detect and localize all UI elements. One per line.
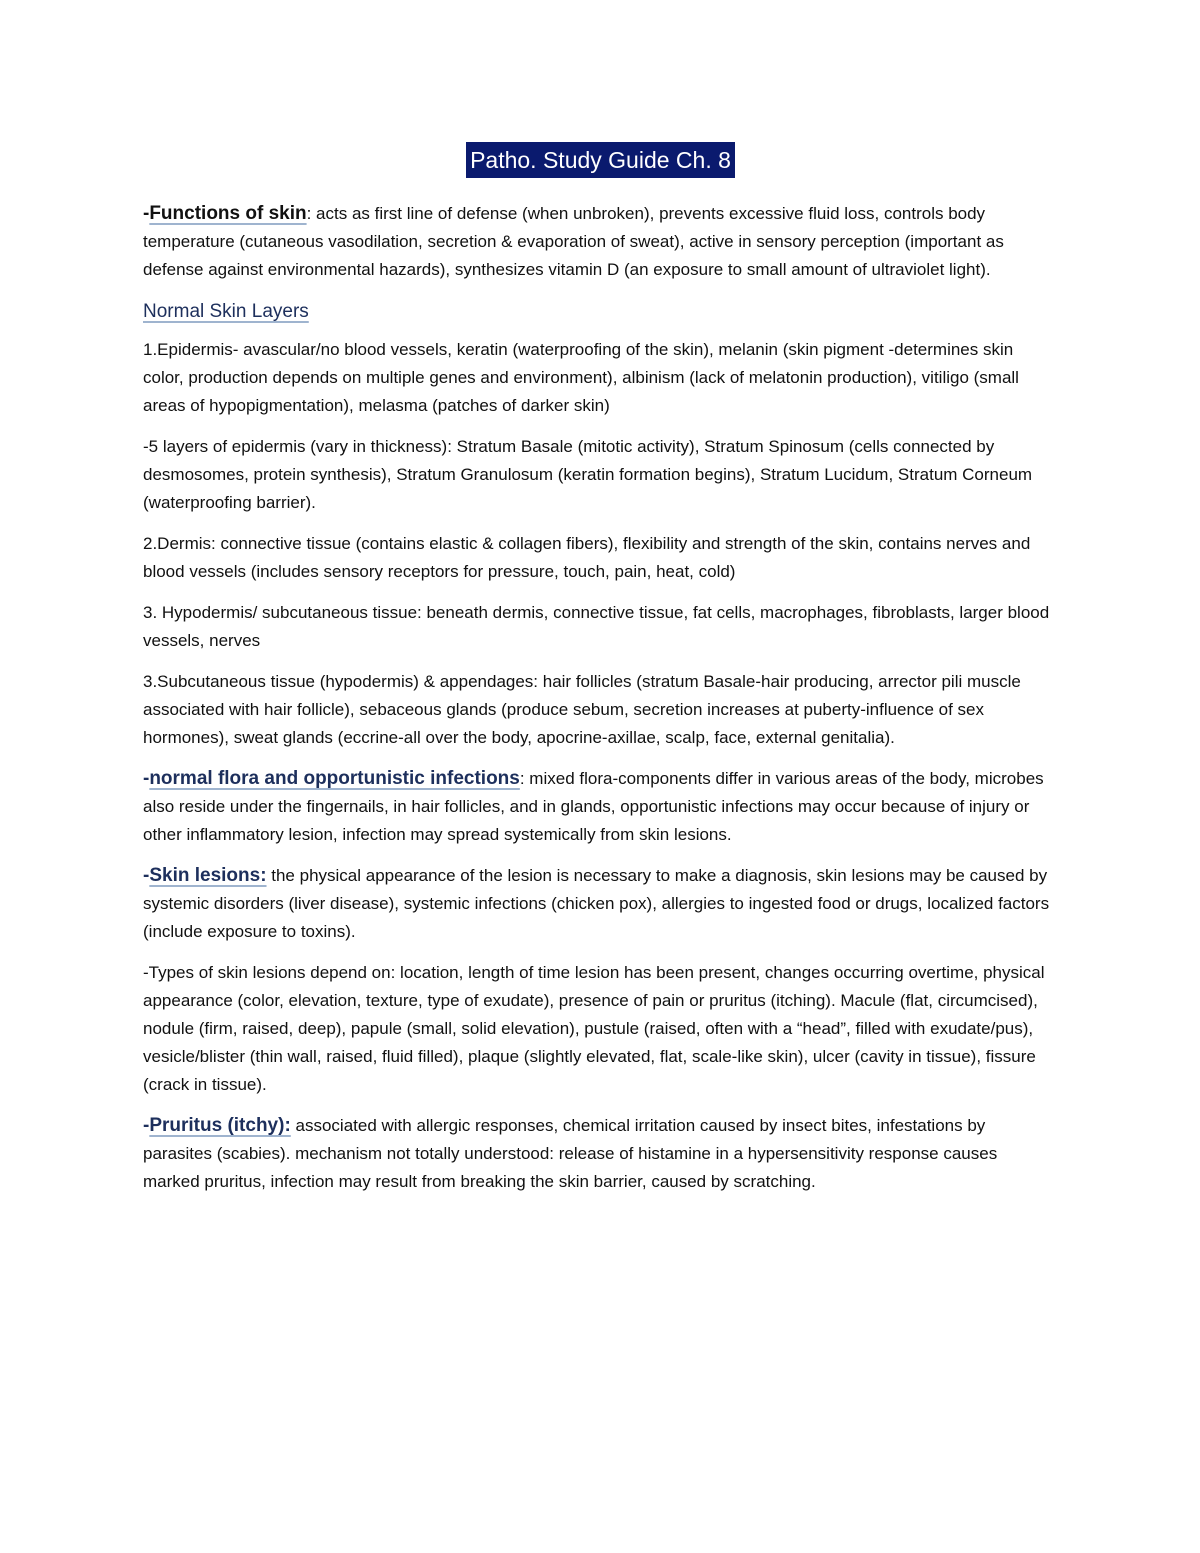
pruritus-label: Pruritus (itchy): [149, 1115, 291, 1136]
functions-paragraph [143, 200, 1058, 284]
functions-label: Functions of skin [149, 203, 307, 224]
flora-prefix: - [143, 768, 150, 789]
layers-heading: Normal Skin Layers [143, 301, 309, 322]
subcutaneous-paragraph: 3.Subcutaneous tissue (hypodermis) & appendages: hair follicles (stratum Basale-hair producing, arrector pili muscle associated with hair follicle), sebaceous glands (produce sebum, secretion increases at puberty-influence of sex hormones), sweat glands (eccrine-all over the body, apocrine-axillae, scalp, face, external genitalia). [143, 672, 1021, 747]
hypodermis-paragraph: 3. Hypodermis/ subcutaneous tissue: beneath dermis, connective tissue, fat cells, macrophages, fibroblasts, larger blood vessels, nerves [143, 603, 1050, 650]
lesions-paragraph [143, 862, 1058, 946]
pruritus-prefix: - [143, 1115, 150, 1136]
dermis-paragraph: 2.Dermis: connective tissue (contains elastic & collagen fibers), flexibility and strength of the skin, contains nerves and blood vessels (includes sensory receptors for pressure, touch, pain, heat, cold) [143, 534, 1031, 581]
lesions-text: the physical appearance of the lesion is necessary to make a diagnosis, skin lesions may be caused by systemic disorders (liver disease), systemic infections (chicken pox), allergies to ingested food or drugs, localized factors (include exposure to toxins). [143, 866, 1050, 941]
flora-paragraph [143, 765, 1058, 849]
epidermis-layers-paragraph: -5 layers of epidermis (vary in thickness): Stratum Basale (mitotic activity), Stratum Spinosum (cells connected by desmosomes, protein synthesis), Stratum Granulosum (keratin formation begins), Stratum Lucidum, Stratum Corneum (waterproofing barrier). [143, 437, 1033, 512]
pruritus-paragraph [143, 1112, 1058, 1196]
lesion-types-paragraph: -Types of skin lesions depend on: location, length of time lesion has been present, changes occurring overtime, physical appearance (color, elevation, texture, type of exudate), presence of pain or pruritus (itching). Macule (flat, circumcised), nodule (firm, raised, deep), papule (small, solid elevation), pustule (raised, often with a “head”, filled with exudate/pus), vesicle/blister (thin wall, raised, fluid filled), plaque (slightly elevated, flat, scale-like skin), ulcer (cavity in tissue), fissure (crack in tissue). [143, 963, 1045, 1094]
flora-label: normal flora and opportunistic infections [149, 768, 520, 789]
pruritus-text: associated with allergic responses, chemical irritation caused by insect bites, infestations by parasites (scabies). mechanism not totally understood: release of histamine in a hypersensitivity response causes marked pruritus, infection may result from breaking the skin barrier, caused by scratching. [143, 1116, 998, 1191]
functions-text: : acts as first line of defense (when unbroken), prevents excessive fluid loss, controls body temperature (cutaneous vasodilation, secretion & evaporation of sweat), active in sensory perception (important as defense against environmental hazards), synthesizes vitamin D (an exposure to small amount of ultraviolet light). [143, 204, 1004, 279]
lesions-prefix: - [143, 865, 150, 886]
lesions-label: Skin lesions: [149, 865, 267, 886]
flora-text: : mixed flora-components differ in various areas of the body, microbes also reside under the fingernails, in hair follicles, and in glands, opportunistic infections may occur because of injury or other inflammatory lesion, infection may spread systemically from skin lesions. [143, 769, 1044, 844]
epidermis-paragraph: 1.Epidermis- avascular/no blood vessels, keratin (waterproofing of the skin), melanin (skin pigment -determines skin color, production depends on multiple genes and environment), albinism (lack of melatonin production), vitiligo (small areas of hypopigmentation), melasma (patches of darker skin) [143, 340, 1019, 415]
document-page [143, 140, 1058, 1209]
functions-prefix: - [143, 203, 150, 224]
page-title: Patho. Study Guide Ch. 8 [466, 142, 735, 178]
title-wrap [143, 140, 1058, 180]
